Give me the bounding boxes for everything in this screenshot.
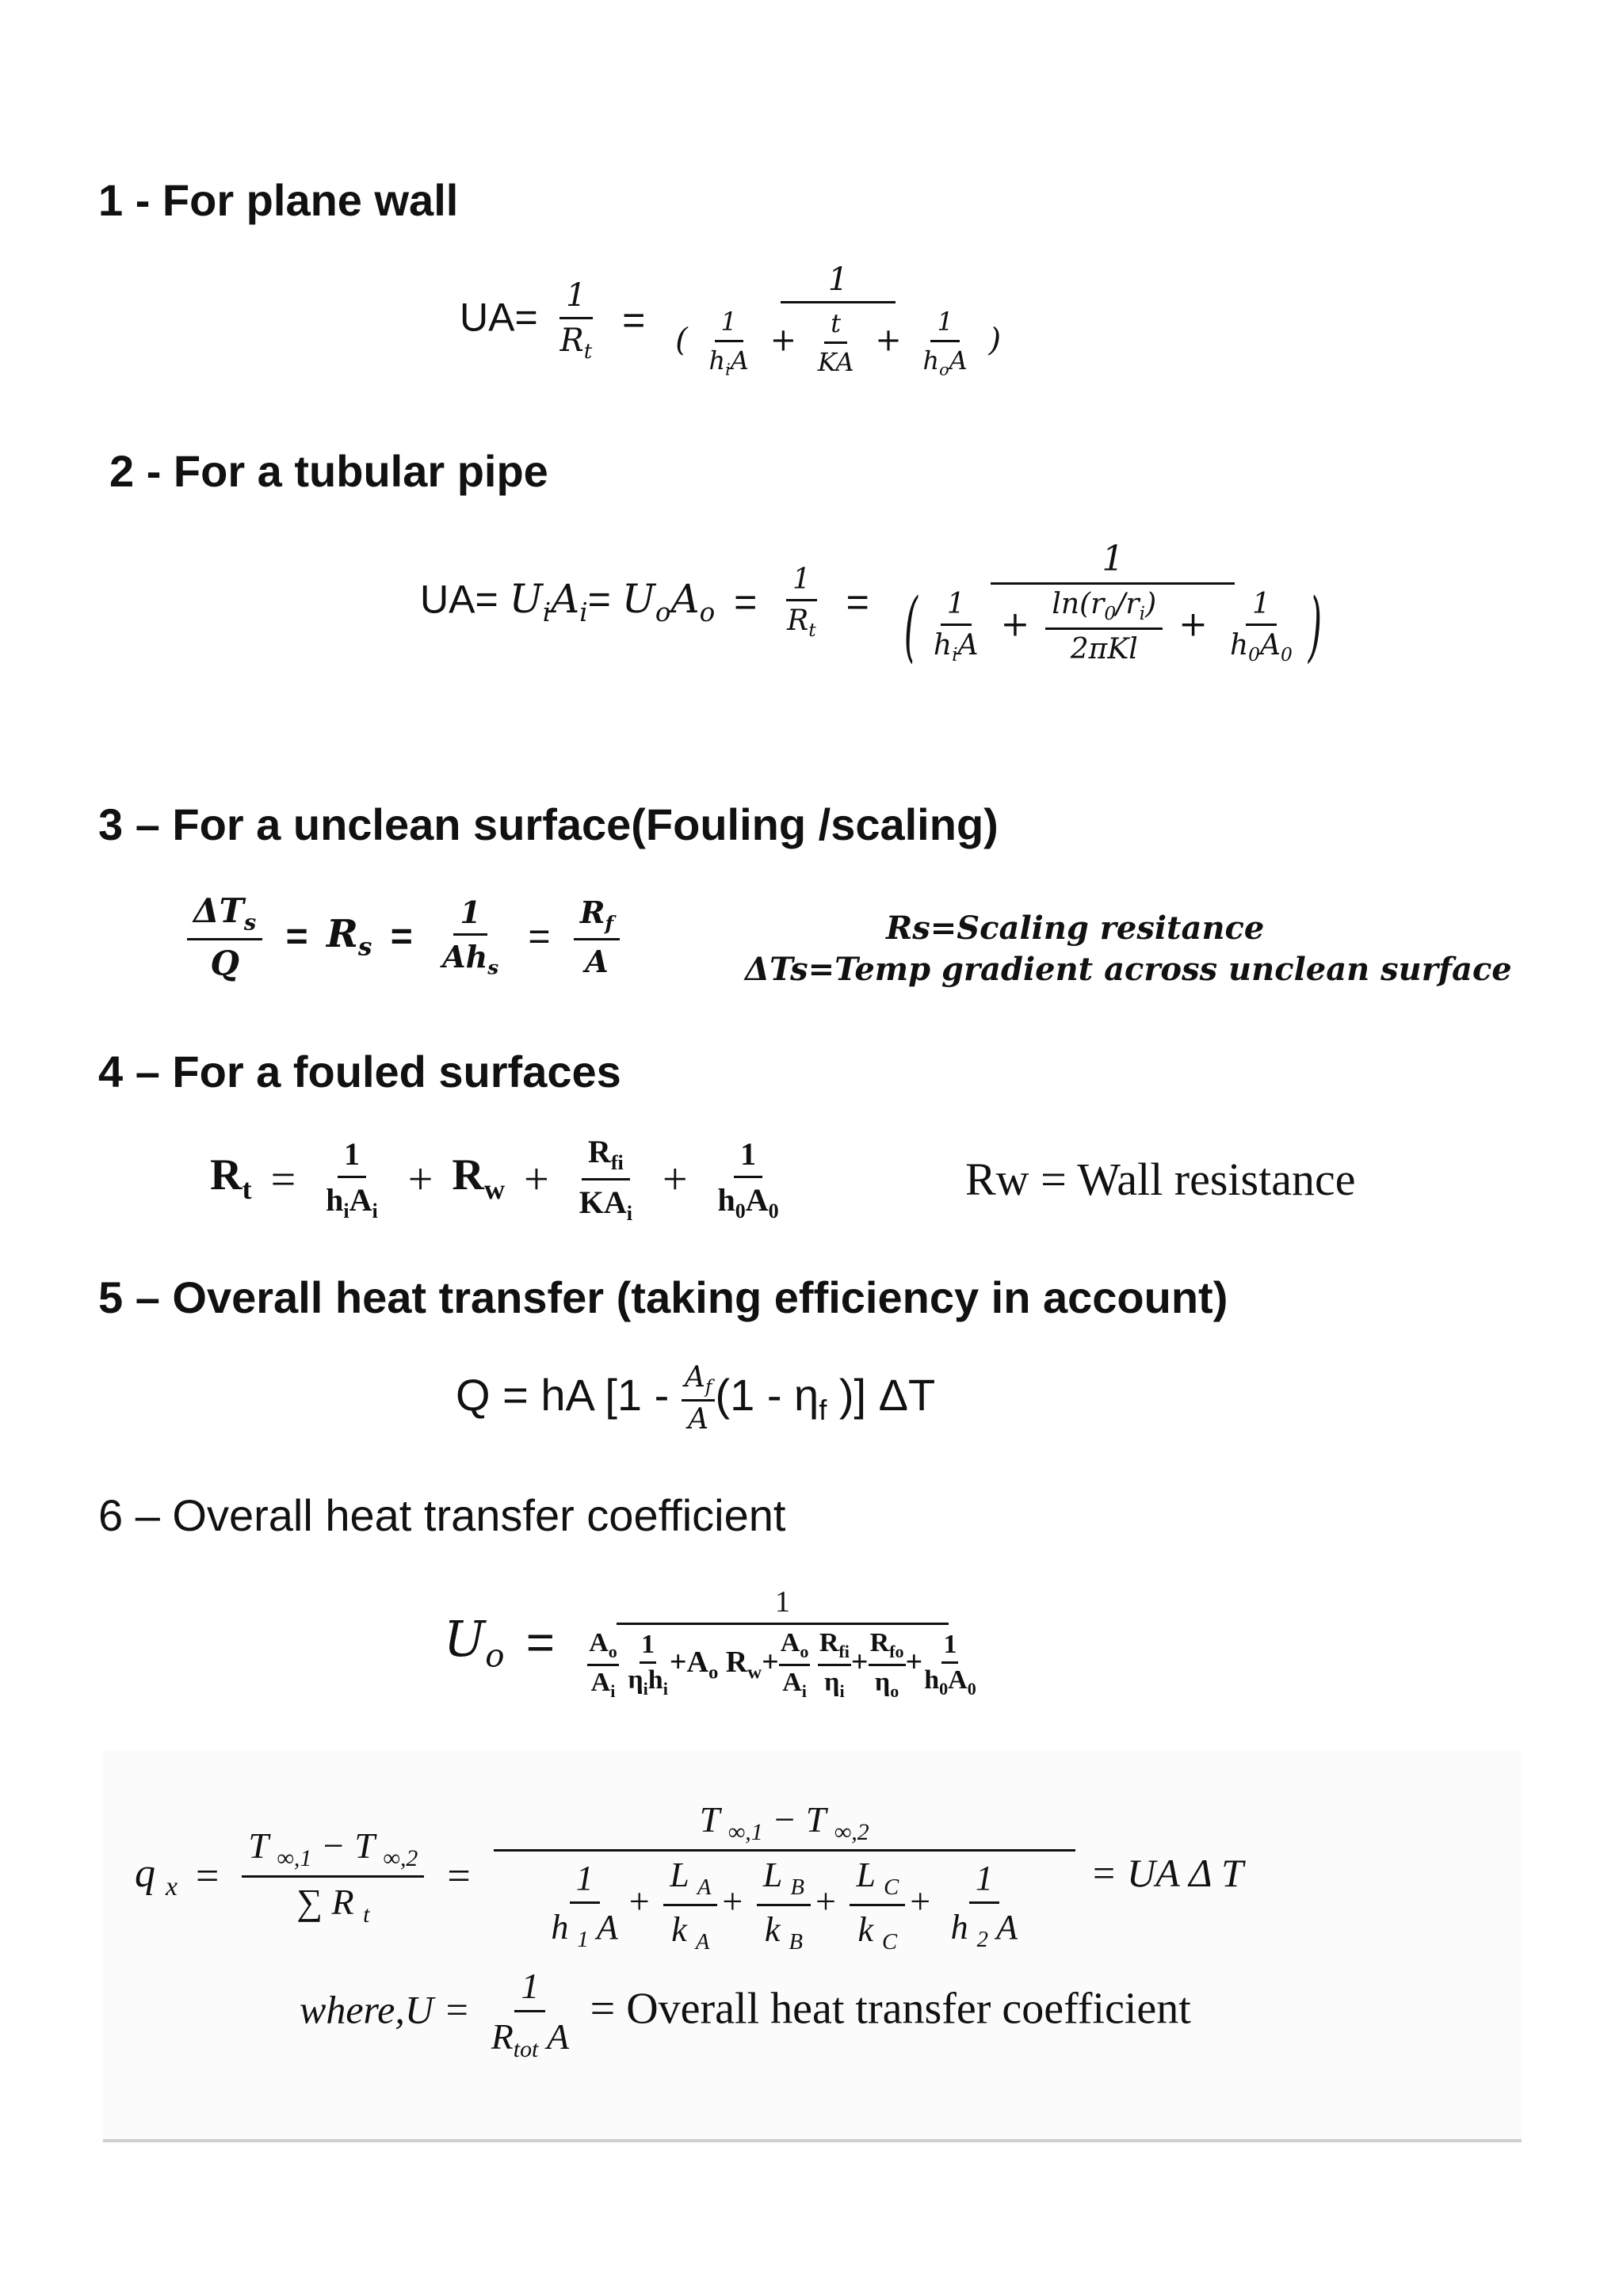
ua-delta-t: = UA Δ T [1090, 1850, 1243, 1895]
overall-coefficient-text: = Overall heat transfer coefficient [590, 1984, 1191, 2034]
equation-efficiency: Q = hA [1 - $\frac{A_f}{A}$ ($1 - \eta_f$ )] ΔT [456, 1361, 936, 1436]
heading-unclean-surface: 3 – For a unclean surface(Fouling /scaling) [98, 799, 999, 849]
equation-overall-coefficient: $U_o$ = 1 $\frac{A_o}{A_i}$ $\frac{1}{\eta_ih_i}$ $+A_o$ $R_w+$ $\frac{A_o}{A_i}$ $\frac{R_{fi}}{\eta_i}$ + $\frac{R_{fo}}{\eta_o}$ + $\frac{1}{h_0A_0}$ [444, 1585, 976, 1701]
equation-fouled: $R_t$ = $\frac{1}{h_iA_i}$ + $R_w$ + $\frac{R_{fi}}{KA_i}$ + $\frac{1}{h_0A_0}$ [210, 1134, 779, 1225]
heading-overall-coefficient: 6 – Overall heat transfer coefficient [98, 1490, 786, 1540]
heading-tubular-pipe: 2 - For a tubular pipe [109, 446, 548, 496]
equation-plane-wall: UA= $\frac{1}{R_t}$ = 1 ( $\frac{1}{h_iA}$ + $\frac{t}{KA}$ + $\frac{1}{h_oA}$ ) [460, 261, 1002, 379]
equation-scaling: $\frac{\Delta T_s}{Q}$ = $R_s$ = $\frac{1}{Ah_s}$ = $\frac{R_f}{A}$ [182, 891, 624, 982]
equation-tubular-pipe: $UA= U_iA_i= U_oA_o$ = $\frac{1}{R_t}$ = 1 ( $\frac{1}{h_iA}$ + $\frac{\ln(r_0/r_i)}{\text{2πKl}}$ + $\frac{1}{h_0A_0}$ ) [420, 539, 1323, 672]
note-temp-gradient: ΔTs=Temp gradient across unclean surface [745, 951, 1512, 988]
heading-fouled-surfaces: 4 – For a fouled surfaces [98, 1047, 621, 1097]
heading-plane-wall: 1 - For plane wall [98, 175, 459, 225]
note-scaling-resistance: Rs=Scaling resitance [886, 910, 1265, 947]
where-u-label: where,U = [300, 1987, 471, 2032]
equation-heat-flux: q $_x$ = $\frac{T _{\infty,1} - T _{\infty,2}}{\sum R _t}$ = T $_{\infty,1}$ − T $_{\infty,2}$ $\frac{1}{h _1 A}$ + $\frac{L _A}{k _A}$ + $\frac{L _B}{k _B}$ + $\frac{L _C}{k _C}$ + $\frac{1}{h _2 A}$ = UA Δ T [135, 1799, 1243, 1955]
note-wall-resistance: Rw = Wall resistance [965, 1154, 1356, 1205]
equation-u-definition: where,U = $\frac{1}{R_{tot} A}$ = Overall heat transfer coefficient [300, 1966, 1191, 2063]
heading-overall-heat-transfer: 5 – Overall heat transfer (taking efficiency in account) [98, 1272, 1228, 1322]
